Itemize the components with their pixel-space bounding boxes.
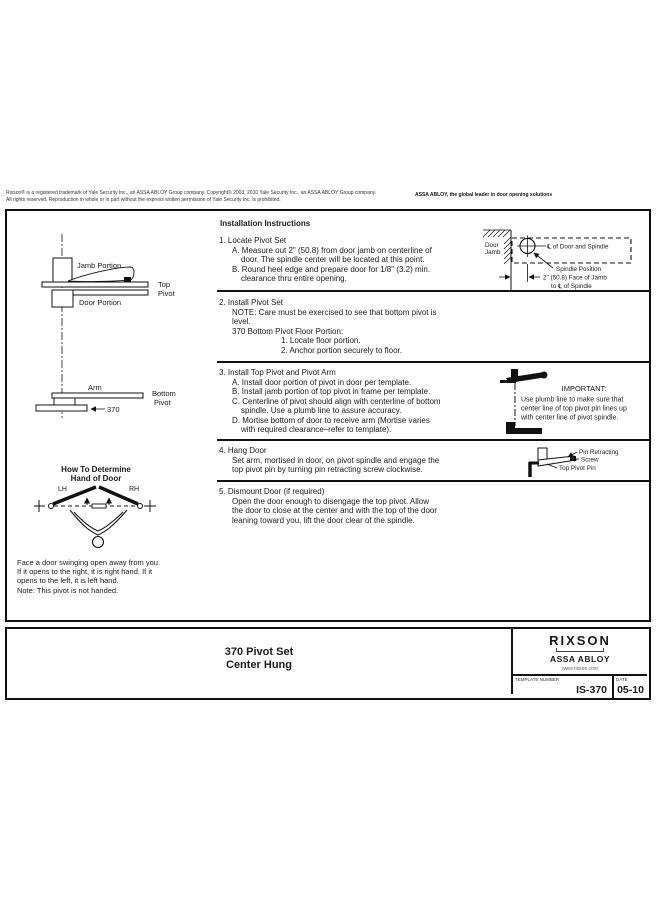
floor-pivot-boss: [506, 422, 515, 428]
section-1-line: B. Round heel edge and prepare door for 1/8" (3.2) min.: [232, 264, 431, 274]
section-5-line: the door to close at the center and with the top of the door: [232, 506, 438, 515]
floor-pivot-plate: [506, 428, 542, 434]
section-1-heading: 1. Locate Pivot Set: [219, 236, 287, 245]
bottom-pivot-label-1: Bottom: [152, 389, 176, 398]
pivot-rect: [92, 504, 106, 508]
spindle-position-leader: [534, 253, 553, 268]
template-number-label: TEMPLATE NUMBER: [515, 677, 560, 682]
person-head: [93, 537, 104, 548]
dim-label-1: 2" (50.8) Face of Jamb: [543, 274, 607, 282]
top-bracket: [500, 380, 516, 383]
top-pivot-label-1: Top: [158, 280, 171, 289]
product-title-1: 370 Pivot Set: [224, 646, 294, 658]
jamb-block: [53, 258, 72, 283]
door-portion-label: Door Portion: [79, 298, 122, 307]
arm-nub: [124, 277, 131, 282]
hand-title-2: Hand of Door: [70, 474, 122, 483]
instructions-title: Installation Instructions: [220, 219, 311, 228]
screw-label: Screw: [581, 456, 599, 464]
title-block-product: [7, 629, 511, 694]
rixson-logo: RIXSON: [549, 633, 611, 648]
section-5-line: Open the door enough to disengage the top pivot. Allow: [232, 496, 430, 506]
copyright-line-2: All rights reserved. Reproduction in whole or in part without the express written permission of Yale Security Inc. is prohibited.: [6, 196, 281, 203]
date-value: 05-10: [617, 684, 644, 696]
title-block-fields: [513, 676, 647, 698]
important-line-3: with center line of pivot spindle.: [521, 414, 619, 422]
section-3-line: B. Install jamb portion of top pivot in frame per template.: [232, 387, 431, 396]
door-jamb-label-2: Jamb: [485, 249, 501, 256]
section-5-heading: 5. Dismount Door (if required): [219, 487, 325, 496]
screw-tip: [570, 456, 576, 461]
section-1-line: A. Measure out 2" (50.8) from door jamb on centerline of: [232, 245, 432, 255]
bottom-pivot-label-2: Pivot: [154, 398, 171, 407]
section-3-heading: 3. Install Top Pivot and Pivot Arm: [219, 368, 336, 377]
top-pivot-knuckle: [541, 372, 548, 379]
door-jamb-label-1: Door: [485, 242, 499, 249]
cl-door-spindle-label: ℄ of Door and Spindle: [547, 243, 609, 251]
section-2-line: level.: [232, 317, 251, 326]
top-pivot-label-2: Pivot: [158, 289, 175, 298]
section-1-line: clearance thru entire opening.: [241, 274, 347, 283]
hand-note-line-2: If it opens to the right, it is right hand. If it: [17, 567, 153, 577]
pin-retracting-diagram: [525, 445, 655, 487]
important-title: IMPORTANT:: [561, 384, 607, 393]
spindle-location-diagram: [483, 228, 653, 298]
section-3-line: D. Mortise bottom of door to receive arm (Mortise varies: [232, 415, 430, 425]
important-line-2: center line of top pivot pin lines up: [521, 405, 627, 413]
title-block-brand-area: [511, 629, 647, 694]
pivot-step: [54, 398, 75, 405]
website-url: www.rixson.com: [561, 666, 599, 672]
door-block: [52, 290, 73, 307]
section-2-line: 1. Locate floor portion.: [281, 336, 361, 345]
date-cell: [614, 676, 647, 698]
plumb-line-diagram: [496, 368, 654, 440]
title-block: [5, 627, 651, 700]
section-4-line: Set arm, mortised in door, on pivot spindle and engage the: [232, 455, 440, 465]
top-bar: [42, 282, 148, 287]
arm-label: Arm: [88, 383, 102, 392]
door-bar: [67, 290, 148, 295]
section-2-line: 370 Bottom Pivot Floor Portion:: [232, 326, 344, 336]
dim-label-2: to ℄ of Spindle: [551, 283, 592, 290]
section-1-line: door. The spindle center will be located at this point.: [241, 255, 425, 264]
arm-bar: [52, 393, 143, 398]
floor-plate: [36, 405, 87, 411]
section-3-line: spindle. Use a plumb line to assure accuracy.: [241, 406, 402, 415]
copyright-text: [6, 190, 406, 203]
section-4-heading: 4. Hang Door: [219, 446, 267, 455]
product-title-2: Center Hung: [226, 659, 292, 671]
date-label: DATE: [616, 677, 628, 682]
right-hinge: [138, 504, 143, 509]
hand-of-door-diagram: [28, 461, 183, 556]
instruction-section-2: [219, 298, 649, 355]
brand-logo: [513, 633, 647, 676]
top-pivot-pin-leader: [547, 464, 557, 468]
logo-bracket-mark: [556, 648, 604, 652]
assa-abloy-logo: ASSA ABLOY: [549, 654, 611, 664]
pin-retracting-label: Pin Retracting: [579, 449, 619, 456]
hand-note: [17, 558, 232, 595]
section-3-line: with required clearance–refer to template).: [241, 425, 392, 434]
section-separator: [217, 361, 650, 363]
hand-note-line-3: opens to the left, it is left hand.: [17, 576, 119, 586]
top-pivot-pin-label: Top Pivot Pin: [559, 465, 596, 472]
hand-note-line-1: Face a door swinging open away from you.: [17, 558, 160, 567]
lh-label: LH: [58, 486, 67, 493]
spindle-position-label: Spindle Position: [556, 266, 602, 273]
pivot-housing: [538, 448, 547, 460]
instruction-section-5: [219, 487, 649, 525]
section-4-line: top pivot pin by turning pin retracting screw clockwise.: [232, 465, 423, 474]
section-2-line: 2. Anchor portion securely to floor.: [281, 345, 402, 355]
section-2-heading: 2. Install Pivot Set: [219, 298, 284, 307]
section-5-line: leaning toward you, lift the door clear of the spindle.: [232, 515, 415, 525]
assa-abloy-tagline: ASSA ABLOY, the global leader in door opening solutions: [415, 192, 553, 198]
section-3-line: C. Centerline of pivot should align with centerline of bottom: [232, 396, 441, 406]
jamb-portion-label: Jamb Portion: [77, 261, 122, 270]
hand-note-line-4: Note: This pivot is not handed.: [17, 585, 119, 595]
template-number-cell: [513, 676, 614, 698]
section-2-line: NOTE: Care must be exercised to see that bottom pivot is: [232, 307, 437, 317]
pivot-section-diagram: [25, 228, 185, 420]
section-3-line: A. Install door portion of pivot in door per template.: [232, 377, 412, 387]
template-number-value: IS-370: [576, 684, 607, 696]
rh-label: RH: [129, 486, 140, 493]
hand-title-1: How To Determine: [61, 465, 131, 474]
left-hinge: [49, 504, 54, 509]
important-line-1: Use plumb line to make sure that: [521, 396, 624, 404]
copyright-line-1: Rixson® is a registered trademark of Yale Security Inc., an ASSA ABLOY Group company. Copyright© 2003, 2010 Yale Security Inc., an ASSA ABLOY Group company.: [6, 190, 377, 196]
model-label: 370: [107, 405, 120, 414]
